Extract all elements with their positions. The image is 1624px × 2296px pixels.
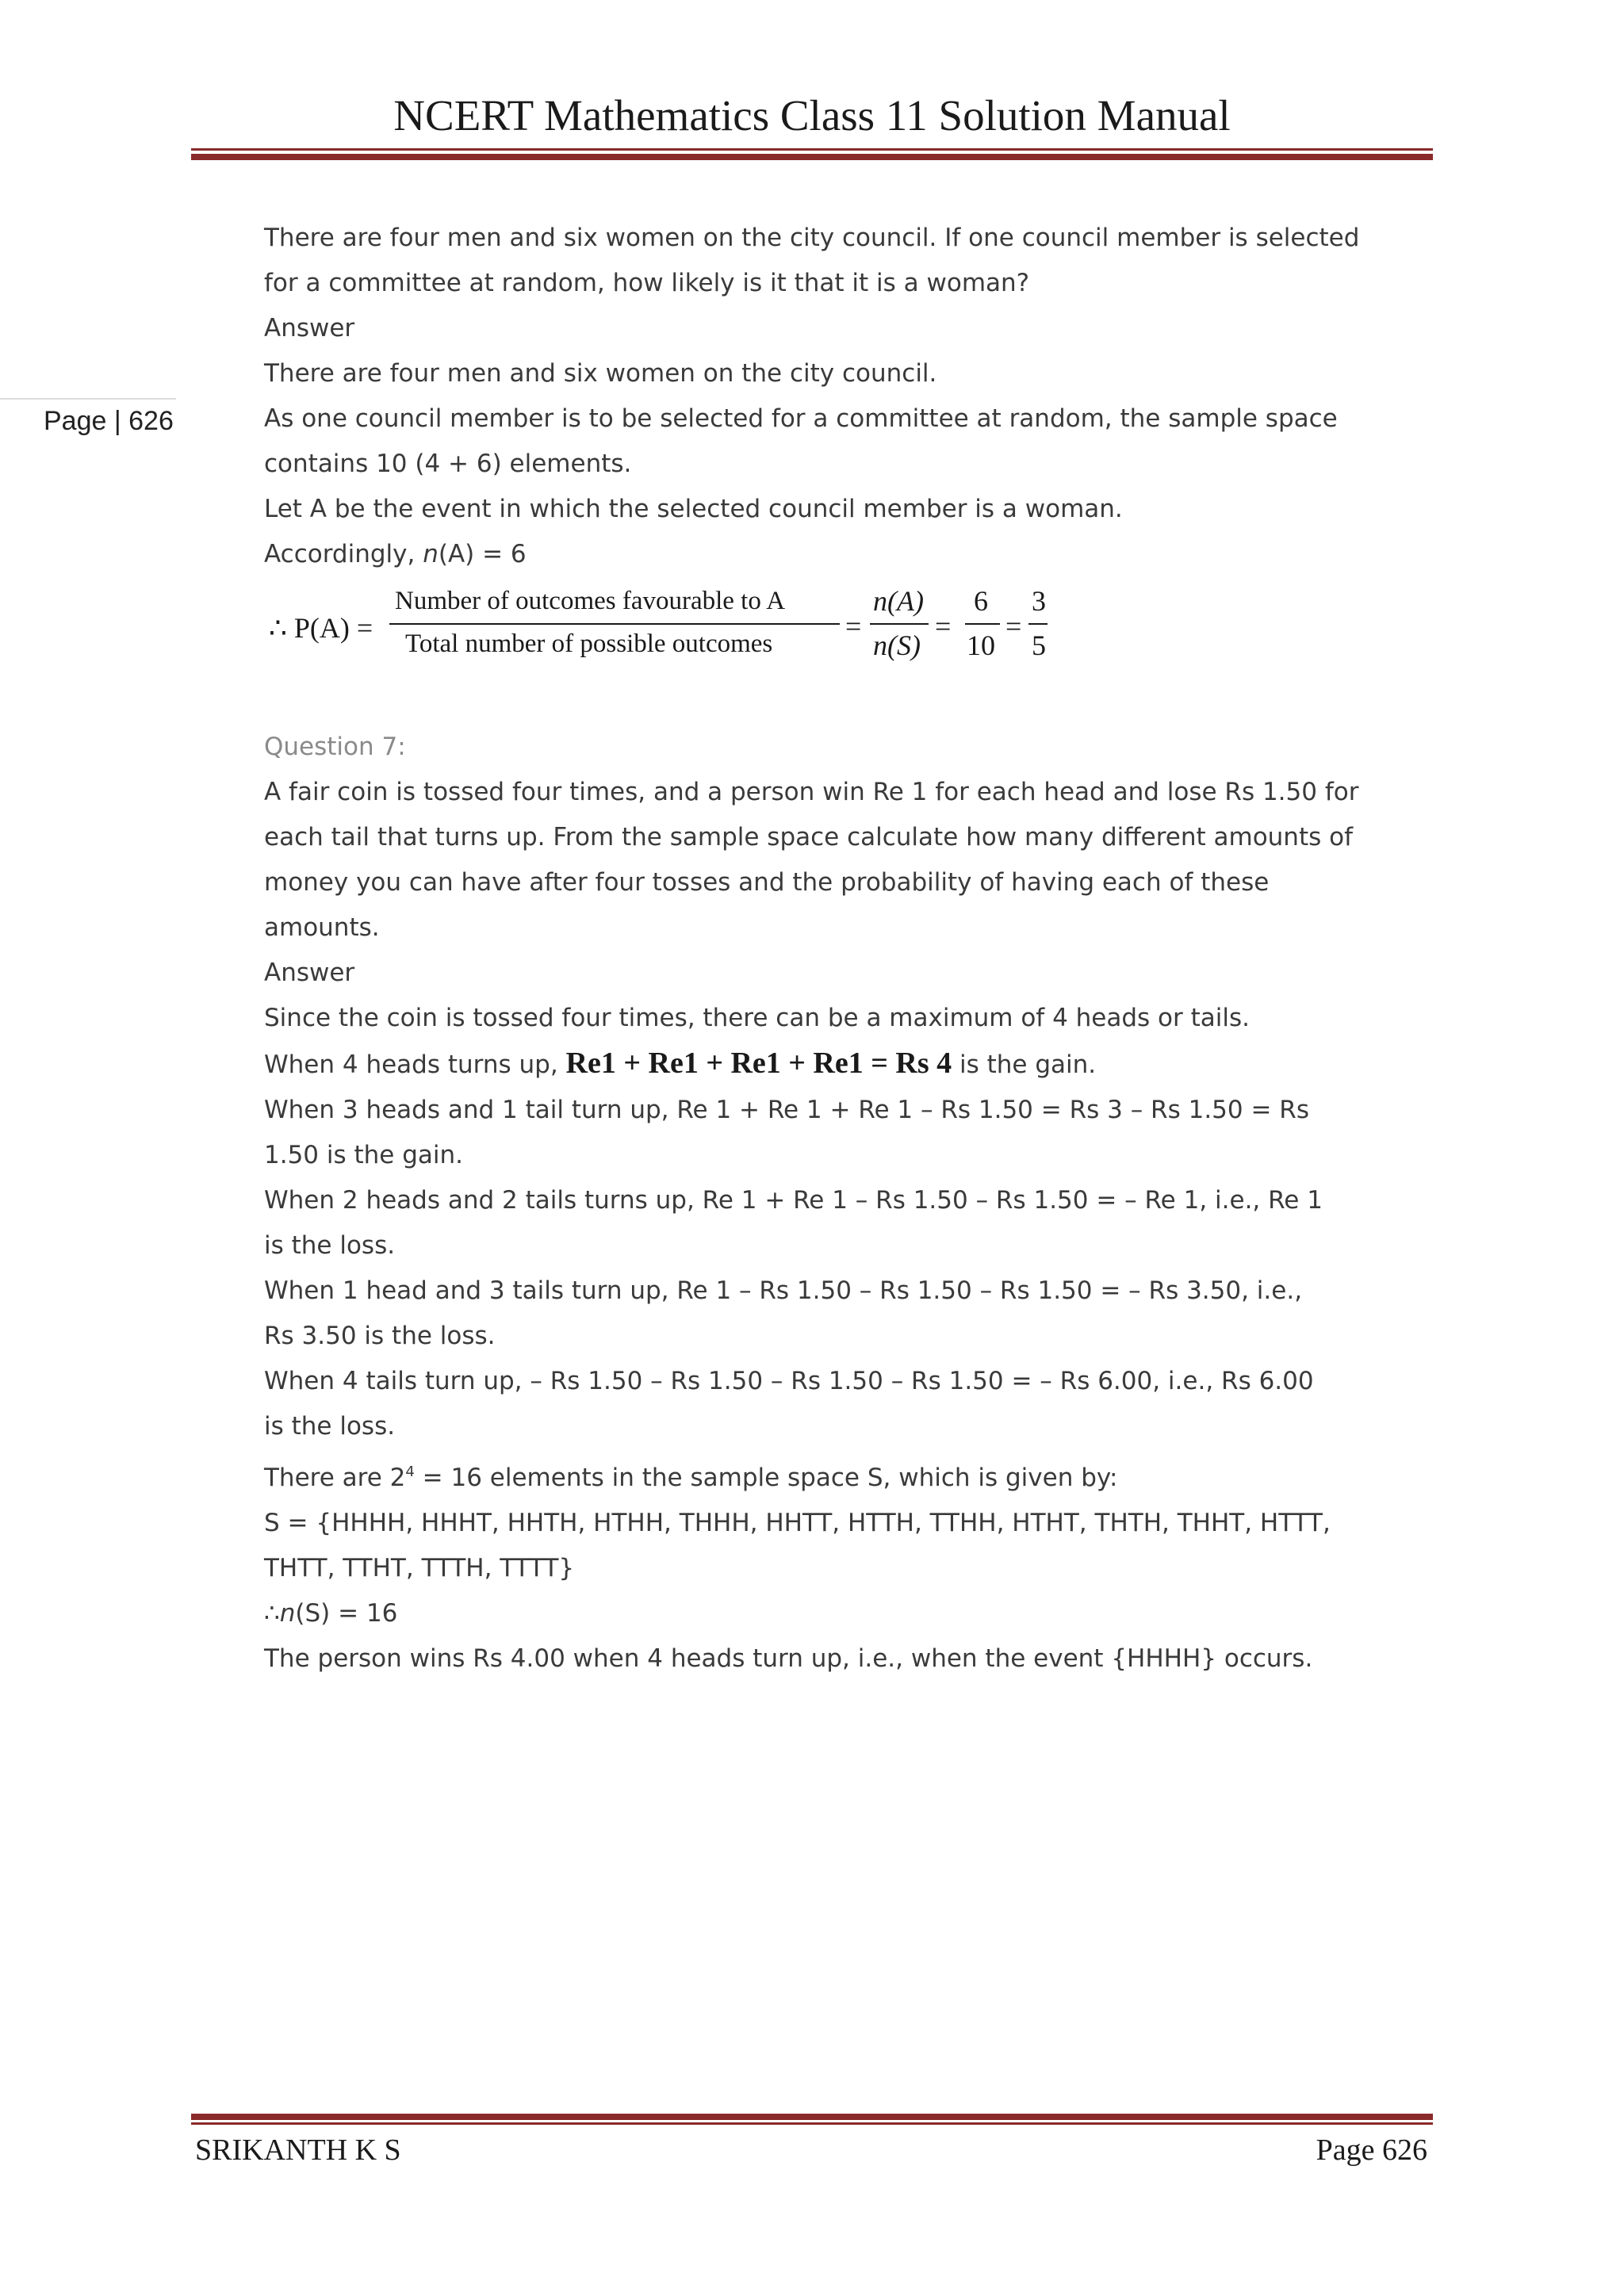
footer-rule-thick: [191, 2114, 1433, 2120]
footer-page-number: Page 626: [1316, 2133, 1427, 2167]
formula-numerator-nA: n(A): [873, 585, 924, 617]
q6-text-line: for a committee at random, how likely is it that it is a woman?: [264, 269, 1030, 297]
q7-case-line: 1.50 is the gain.: [264, 1141, 464, 1169]
header-rule-thin: [191, 148, 1433, 151]
q7-set-line: S = {HHHH, HHHT, HHTH, HTHH, THHH, HHTT, HTTH, TTHH, HTHT, THTH, THHT, HTTT,: [264, 1509, 1331, 1537]
q7-ns-line: [264, 1591, 1390, 1636]
q7-case-line: is the loss.: [264, 1412, 396, 1441]
q7-case-line: When 3 heads and 1 tail turn up, Re 1 + Re 1 + Re 1 – Rs 1.50 = Rs 3 – Rs 1.50 = Rs: [264, 1096, 1309, 1124]
q7-elements-line: [264, 1449, 1390, 1501]
ns-n: n: [279, 1599, 296, 1628]
fraction-bar: [870, 623, 929, 625]
q6-answer-line: Let A be the event in which the selected council member is a woman.: [264, 495, 1123, 523]
formula-numerator-6: 6: [974, 585, 988, 617]
q6-answer-line: contains 10 (4 + 6) elements.: [264, 450, 632, 478]
accordingly-prefix: Accordingly,: [264, 540, 423, 568]
formula-equals: =: [935, 610, 952, 642]
q6-accordingly-line: [264, 532, 1390, 577]
formula-denominator-nS: n(S): [873, 629, 921, 661]
q7-wins-line: The person wins Rs 4.00 when 4 heads turn up, i.e., when the event {HHHH} occurs.: [264, 1644, 1313, 1673]
q7-case-line: is the loss.: [264, 1231, 396, 1260]
q6-text-line: There are four men and six women on the city council. If one council member is selected: [264, 224, 1360, 252]
footer-rule-thin: [191, 2122, 1433, 2125]
q6-answer-line: There are four men and six women on the city council.: [264, 359, 937, 388]
ns-rest: (S) = 16: [295, 1599, 398, 1628]
formula-lhs: ∴ P(A) =: [269, 612, 373, 644]
section-spacer: [264, 674, 1390, 725]
q7-answer-label: Answer: [264, 959, 355, 987]
q7-since-line: Since the coin is tossed four times, there can be a maximum of 4 heads or tails.: [264, 1004, 1250, 1032]
q6-answer-label: Answer: [264, 314, 355, 342]
page-header-title: NCERT Mathematics Class 11 Solution Manual: [393, 91, 1231, 140]
formula-denominator-10: 10: [967, 629, 995, 661]
q7-set-line: THTT, TTHT, TTTH, TTTT}: [264, 1554, 575, 1582]
fraction-bar: [965, 623, 1000, 625]
formula-equals: =: [845, 610, 862, 642]
q7-text-line: each tail that turns up. From the sample space calculate how many different amounts of: [264, 823, 1353, 851]
formula-denominator-5: 5: [1032, 629, 1046, 661]
footer-author: SRIKANTH K S: [195, 2133, 401, 2167]
four-heads-suffix: is the gain.: [952, 1050, 1097, 1079]
formula-denominator-words: Total number of possible outcomes: [405, 629, 773, 658]
formula-numerator-words: Number of outcomes favourable to A: [395, 587, 786, 615]
accordingly-rest: (A) = 6: [438, 540, 527, 568]
q7-case-line: When 4 tails turn up, – Rs 1.50 – Rs 1.50 – Rs 1.50 – Rs 1.50 = – Rs 6.00, i.e., Rs 6.00: [264, 1367, 1314, 1395]
q6-answer-line: As one council member is to be selected for a committee at random, the sample space: [264, 404, 1338, 433]
elements-exponent: 4: [405, 1464, 415, 1480]
margin-divider: [0, 398, 176, 400]
probability-formula: [264, 582, 1390, 674]
elements-prefix: There are 2: [264, 1464, 406, 1492]
elements-suffix: = 16 elements in the sample space S, which is given by:: [414, 1464, 1118, 1492]
header-rule-thick: [191, 154, 1433, 160]
q7-case-line: When 2 heads and 2 tails turns up, Re 1 + Re 1 – Rs 1.50 – Rs 1.50 = – Re 1, i.e., Re 1: [264, 1186, 1323, 1215]
q7-four-heads-line: [264, 1041, 1390, 1088]
q7-case-line: When 1 head and 3 tails turn up, Re 1 – Rs 1.50 – Rs 1.50 – Rs 1.50 = – Rs 3.50, i.e.,: [264, 1276, 1303, 1305]
q7-text-line: amounts.: [264, 913, 380, 942]
formula-numerator-3: 3: [1032, 585, 1046, 617]
therefore-symbol: ∴: [264, 1599, 280, 1628]
fraction-bar: [389, 623, 840, 625]
q7-case-line: Rs 3.50 is the loss.: [264, 1322, 496, 1350]
q7-text-line: A fair coin is tossed four times, and a person win Re 1 for each head and lose Rs 1.50 for: [264, 778, 1359, 806]
accordingly-n: n: [423, 540, 439, 568]
question-7-heading: Question 7:: [264, 733, 406, 761]
page-content: [264, 216, 1390, 1682]
four-heads-math: Re1 + Re1 + Re1 + Re1 = Rs 4: [565, 1047, 952, 1080]
fraction-bar: [1028, 623, 1048, 625]
margin-page-label: Page | 626: [44, 406, 174, 436]
formula-equals: =: [1005, 610, 1022, 642]
four-heads-prefix: When 4 heads turns up,: [264, 1050, 566, 1079]
q7-text-line: money you can have after four tosses and the probability of having each of these: [264, 868, 1270, 897]
